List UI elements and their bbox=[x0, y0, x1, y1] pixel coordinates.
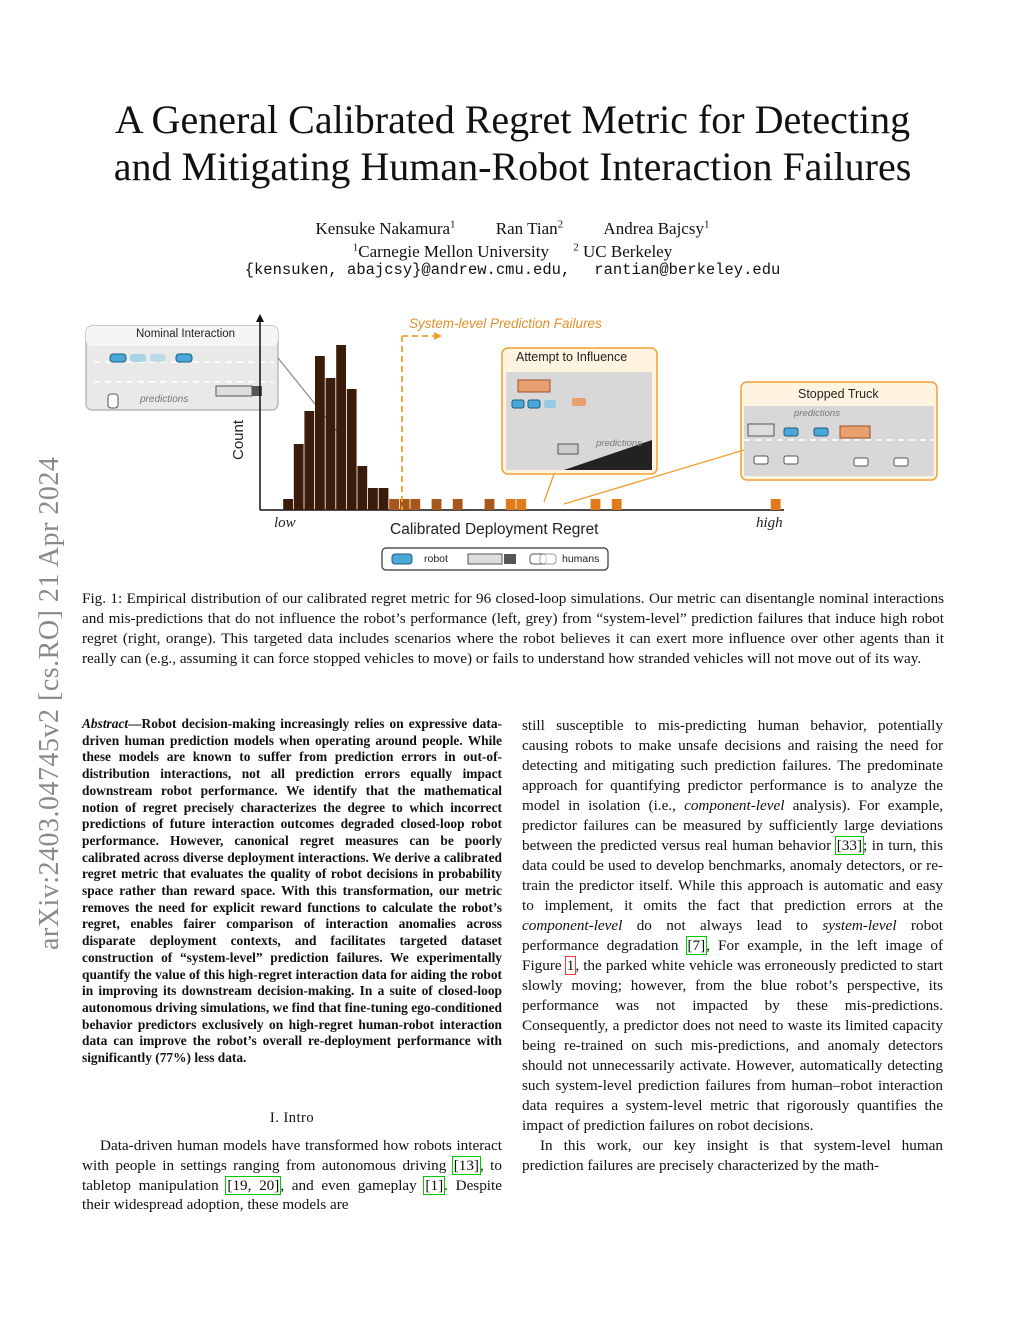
figure-1 bbox=[84, 310, 944, 580]
histogram-bar bbox=[389, 499, 399, 510]
legend-truck-swatch bbox=[468, 554, 502, 564]
attempt-predictions-label: predictions bbox=[596, 438, 642, 449]
histogram-bar bbox=[485, 499, 495, 510]
histogram-bar bbox=[336, 345, 346, 510]
system-failures-label: System-level Prediction Failures bbox=[409, 316, 602, 331]
author-2: Ran Tian$^2$ bbox=[495, 218, 564, 238]
truck bbox=[216, 386, 252, 396]
section-heading-intro: I. Intro bbox=[269, 1110, 315, 1126]
histogram-bar bbox=[357, 466, 367, 510]
stopped-predictions-label: predictions bbox=[794, 408, 840, 419]
histogram-bar bbox=[283, 499, 293, 510]
x-high-label: high bbox=[756, 515, 783, 531]
legend-humans-label: humans bbox=[562, 553, 600, 565]
right-paragraph-2: In this work, our key insight is that system-level human prediction failures are precisely characterized by the math- bbox=[522, 1137, 943, 1174]
robot-car bbox=[110, 354, 126, 362]
citation-7[interactable]: [7] bbox=[687, 937, 706, 954]
legend-robot-label: robot bbox=[424, 553, 448, 565]
citation-13[interactable]: [13] bbox=[453, 1156, 479, 1174]
citation-33[interactable]: [33] bbox=[836, 837, 863, 854]
y-axis-label: Count bbox=[230, 419, 247, 460]
right-paragraph-1: still susceptible to mis-predicting human behavior, potentially causing robots to make unsafe decisions and raising the need for detecting and mitigating such prediction failures. The predominate approach for quantifying predictor performance is to analyze the model in isolation (i.e., component-level analysis). For example, predictor failures can be measured by sufficiently large deviations between the predicted versus real human behavior [33]; in turn, this data could be used to develop benchmarks, anomaly detectors, or re-train the predictor itself. While this approach is automatic and easy to implement, it omits the fact that prediction errors at the component-level do not always lead to system-level robot performance degradation [7], For example, in the left image of Figure 1, the parked white vehicle was erroneously predicted to start slowly moving; however, from the blue robot’s perspective, its performance was not impacted by these mis-predictions. Consequently, a predictor does not need to waste its limited capacity being re-trained on such mis-predictions, and anomaly detectors should not unnecessarily activate. However, automatically detecting such system-level prediction failures from human–robot interaction data requires a system-level metric that rigorously quantifies the impact of prediction failures on robot decisions. bbox=[522, 717, 944, 1134]
histogram-bar bbox=[771, 499, 781, 510]
nominal-predictions-label: predictions bbox=[140, 394, 189, 405]
nominal-label: Nominal Interaction bbox=[136, 328, 236, 340]
histogram-bar bbox=[591, 499, 601, 510]
attempt-connector bbox=[544, 474, 554, 502]
intro-paragraph: Data-driven human models have transformed how robots interact with people in settings ranging from autonomous driving [13], to tabletop manipulation [19, 20], and even gameplay [1]. Despite their widespread adoption, these models are bbox=[82, 1137, 502, 1214]
abstract: Abstract—Robot decision-making increasingly relies on expressive data-driven human prediction models when operating around people. While these models are known to suffer from prediction errors in out-of-distribution interactions, not all prediction errors equally impact downstream robot performance. We identify that the mathematical notion of regret precisely characterizes the degree to which incorrect predictions of future interaction outcomes degraded closed-loop robot performance. However, canonical regret measures can be poorly calibrated across diverse deployment interactions. We derive a calibrated regret metric that evaluates the quality of robot decisions in probability space rather than reward space. With this transformation, our metric removes the need for explicit reward functions to calculate the robot’s regret, enables fairer comparison of interaction anomalies across disparate deployment contexts, and facilitates targeted dataset construction of “system-level” prediction failures. We experimentally quantify the value of this high-regret interaction data for aiding the robot in improving its downstream decision-making. In a suite of closed-loop autonomous driving simulations, we find that fine-tuning ego-conditioned behavior predictors exclusively on high-regret human-robot interaction data can improve the robot’s overall re-deployment performance with significantly (77%) less data. bbox=[82, 716, 502, 1066]
citation-19-20[interactable]: [19, 20] bbox=[227, 1176, 280, 1194]
figure-ref-1[interactable]: 1 bbox=[566, 957, 575, 974]
histogram-bar bbox=[453, 499, 463, 510]
histogram-bar bbox=[326, 378, 336, 510]
histogram-bar bbox=[612, 499, 622, 510]
figure-canvas bbox=[84, 310, 944, 580]
histogram-bar bbox=[506, 499, 516, 510]
author-emails: {kensuken, abajcsy}@andrew.cmu.edu, rantian@berkeley.edu bbox=[244, 261, 781, 279]
histogram-bar bbox=[379, 488, 389, 510]
paper-title: A General Calibrated Regret Metric for Detecting and Mitigating Human-Robot Interaction Failures bbox=[113, 97, 912, 189]
right-column bbox=[522, 716, 943, 1176]
histogram-bar bbox=[347, 389, 357, 510]
orange-truck bbox=[518, 380, 550, 392]
histogram-bar bbox=[304, 411, 314, 510]
histogram-bar bbox=[315, 356, 325, 510]
x-low-label: low bbox=[274, 515, 296, 531]
histogram-bar bbox=[410, 499, 420, 510]
histogram-bar bbox=[368, 488, 378, 510]
author-3: Andrea Bajcsy$^1$ bbox=[603, 218, 710, 238]
stopped-label: Stopped Truck bbox=[798, 387, 879, 401]
citation-1[interactable]: [1] bbox=[425, 1176, 444, 1194]
affiliations: $^1$Carnegie Mellon University $^2$ UC Berkeley bbox=[352, 241, 673, 261]
histogram-bar bbox=[294, 444, 304, 510]
legend-robot-swatch bbox=[392, 554, 412, 564]
attempt-label: Attempt to Influence bbox=[516, 350, 628, 364]
x-axis-label: Calibrated Deployment Regret bbox=[390, 521, 599, 538]
author-1: Kensuke Nakamura$^1$ bbox=[315, 218, 456, 238]
histogram-bar bbox=[432, 499, 442, 510]
histogram-bar bbox=[516, 499, 526, 510]
figure-caption: Fig. 1: Empirical distribution of our calibrated regret metric for 96 closed-loop simulations. Our metric can disentangle nominal interactions and mis-predictions that do not influence the robot’s performance (left, grey) from “system-level” prediction failures that induce high robot regret (right, orange). This targeted data includes scenarios where the robot believes it can exert more influence over other agents than it really can (e.g., assuming it can force stopped vehicles to move) or fails to understand how stranded vehicles will not move out of its way. bbox=[82, 590, 944, 667]
arxiv-identifier: arXiv:2403.04745v2 [cs.RO] 21 Apr 2024 bbox=[34, 456, 65, 950]
